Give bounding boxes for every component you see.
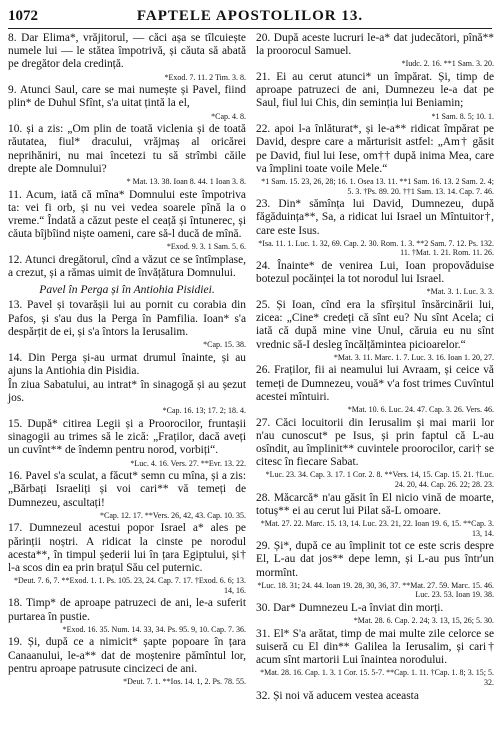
verse-text: 8. Dar Elima*, vrăjitorul, — căci așa se tîlcuiește numele lui — le stătea împotrivă, și căuta să abată pe dregător dela credință.: [8, 32, 246, 71]
section-heading: Pavel în Perga și în Antiohia Pisidiei.: [39, 283, 215, 297]
cross-reference: *Exod. 7. 11. 2 Tim. 3. 8.: [164, 72, 246, 82]
verse-text: 30. Dar* Dumnezeu L-a înviat din morți.: [256, 602, 444, 614]
verse-text: 11. Acum, iată că mîna* Domnului este împotriva ta: vei fi orb, și nu vei vedea soarele pînă la o vreme.“ Îndată a căzut peste el ceață și întunerec, și căuta bîjbîind niște oameni, care să-l ducă de mînă.: [8, 188, 246, 241]
cross-reference: *Iudc. 2. 16. **1 Sam. 3. 20.: [401, 59, 494, 69]
verse-text: 27. Căci locuitorii din Ierusalim și mai marii lor n'au cunoscut* pe Isus, și prin faptul că L-au osîndit, au împlinit** cuvintele proorocilor, cari† se citesc în fiecare Sabat.: [256, 416, 494, 469]
verse-text: 29. Și*, după ce au împlinit tot ce este scris despre El, L-au dat jos** depe lemn, și L-au pus într'un mormînt.: [256, 540, 494, 579]
verse-text: 17. Dumnezeul acestui popor Israel a* ales pe părinții noștri. A ridicat la cinste pe norodul acesta**, în timpul șederii lui în țara Egiptului, și† l-a scos din ea prin brațul Său cel puternic.: [8, 522, 246, 575]
cross-reference: *Deut. 7. 6, 7. **Exod. 1. 1. Ps. 105. 23, 24. Cap. 7. 17. †Exod. 6. 6; 13. 14, 16.: [14, 576, 246, 595]
verse-text: 16. Pavel s'a sculat, a făcut* semn cu mîna, și a zis: „Bărbați Israeliți și voi cari** vă temeți de Dumnezeu, ascultați!: [8, 470, 246, 509]
cross-reference: *1 Sam. 15. 23, 26, 28; 16. 1. Osea 13. 11. **1 Sam. 16. 13. 2 Sam. 2. 4; 5. 3. †Ps. 89. 20. ††1 Sam. 13. 14. Cap. 7. 46.: [261, 177, 494, 196]
cross-reference: *Cap. 16. 13; 17. 2; 18. 4.: [162, 406, 246, 416]
cross-reference: *Luc. 23. 34. Cap. 3. 17. 1 Cor. 2. 8. **Vers. 14, 15. Cap. 15. 21. †Luc. 24. 20, 44. Cap. 26. 22; 28. 23.: [265, 470, 494, 490]
cross-reference: *Deut. 7. 1. **Ios. 14. 1, 2. Ps. 78. 55.: [123, 677, 246, 687]
running-title: FAPTELE APOSTOLILOR 13.: [136, 8, 364, 24]
cross-reference: *Luc. 4. 16. Vers. 27. **Evr. 13. 22.: [130, 458, 246, 468]
verse-text: 23. Din* sămînța lui David, Dumnezeu, după făgăduința**, Sa, a ridicat lui Israel un Mîntuitor†, care este Isus.: [256, 198, 494, 237]
verse-text: 28. Măcarcă* n'au găsit în El nicio vină de moarte, totuș** ei au cerut lui Pilat să-L omoare.: [256, 491, 494, 517]
header-divider: [8, 28, 492, 29]
verse-text: 12. Atunci dregătorul, cînd a văzut ce se întîmplase, a crezut, și a rămas uimit de învățătura Domnului.: [8, 254, 246, 280]
verse-text: 19. Și, după ce a nimicit* șapte popoare în țara Canaanului, le-a** dat de moștenire pămîntul lor, pentru aproape patrusute cincizeci de ani.: [8, 636, 246, 675]
page-number: 1072: [8, 8, 38, 24]
cross-reference: *Luc. 18. 31; 24. 44. Ioan 19. 28, 30, 36, 37. **Mat. 27. 59. Marc. 15. 46. Luc. 23. 53. Ioan 19. 38.: [257, 580, 494, 600]
verse-text: 22. apoi l-a înlăturat*, și le-a** ridicat împărat pe David, despre care a mărturisit astfel: „Am† găsit pe David, fiul lui Iese, om†† după inima Mea, care va împlini toate voile Mele.“: [256, 123, 494, 175]
verse-text: 18. Timp* de aproape patruzeci de ani, le-a suferit purtarea în pustie.: [8, 597, 246, 623]
verse-text: 26. Fraților, fii ai neamului lui Avraam, și ceice vă temeți de Dumnezeu, vouă* v'a fost trimes Cuvîntul acestei mîntuiri.: [256, 364, 494, 403]
cross-reference: *Cap. 12. 17. **Vers. 26, 42, 43. Cap. 10. 35.: [100, 510, 246, 520]
verse-text: În ziua Sabatului, au intrat* în sinagogă și au șezut jos.: [8, 379, 246, 405]
verse-text: 14. Din Perga și-au urmat drumul înainte, și au ajuns la Antiohia din Pisidia.: [8, 351, 246, 377]
verse-text: 13. Pavel și tovarășii lui au pornit cu corabia din Pafos, și s'au dus la Perga în Pamfilia. Ioan* s'a despărțit de ei, și s'a întors la Ierusalim.: [8, 299, 246, 338]
verse-text: 24. Înainte* de venirea Lui, Ioan propovăduise botezul pocăinței la tot norodul lui Israel.: [256, 260, 494, 286]
verse-text: 20. După aceste lucruri le-a* dat judecători, pînă** la proorocul Samuel.: [256, 32, 494, 58]
cross-reference: *Cap. 15. 38.: [203, 340, 246, 350]
verse-text: 21. Ei au cerut atunci* un împărat. Și, timp de aproape patruzeci de ani, Dumnezeu le-a dat pe Saul, fiul lui Chis, din seminția lui Beniamin;: [256, 71, 494, 110]
cross-reference: *Mat. 3. 1. Luc. 3. 3.: [426, 287, 494, 297]
page-header: [8, 8, 492, 28]
cross-reference: *Exod. 9. 3. 1 Sam. 5. 6.: [166, 242, 246, 252]
cross-reference: *Mat. 27. 22. Marc. 15. 13, 14. Luc. 23. 21, 22. Ioan 19. 6, 15. **Cap. 3. 13, 14.: [260, 519, 494, 538]
cross-reference: *Mat. 10. 6. Luc. 24. 47. Cap. 3. 26. Vers. 46.: [347, 405, 494, 415]
cross-reference: *Isa. 11. 1. Luc. 1. 32, 69. Cap. 2. 30. Rom. 1. 3. **2 Sam. 7. 12. Ps. 132. 11. †Mat. 1. 21. Rom. 11. 26.: [258, 238, 494, 258]
cross-reference: * Mat. 13. 38. Ioan 8. 44. 1 Ioan 3. 8.: [126, 177, 246, 187]
verse-text: 25. Și Ioan, cînd era la sfîrșitul însărcinării lui, zicea: „Cine* credeți că sînt eu? Nu sînt Acela; ci iată că după mine vine Unul, căruia eu nu sînt vrednic să-I desleg încălțămintea picioarelor.“: [256, 299, 494, 351]
cross-reference: *Exod. 16. 35. Num. 14. 33, 34. Ps. 95. 9, 10. Cap. 7. 36.: [62, 624, 246, 634]
cross-reference: *1 Sam. 8. 5; 10. 1.: [431, 111, 494, 121]
left-column: [8, 32, 246, 689]
cross-reference: *Cap. 4. 8.: [211, 111, 246, 121]
verse-text: 31. El* S'a arătat, timp de mai multe zile celorce se suiseră cu El din** Galilea la Ierusalim, și cari† acum sînt martorii Lui înaintea norodului.: [256, 627, 494, 667]
verse-text: 10. și a zis: „Om plin de toată viclenia și de toată răutatea, fiul* dracului, vrăjmaș al oricărei neprihăniri, nu mai încetezi tu să strîmbi căile drepte ale Domnului?: [8, 123, 246, 175]
cross-reference: *Mat. 28. 16. Cap. 1. 3. 1 Cor. 15. 5-7. **Cap. 1. 11. †Cap. 1. 8; 3. 15; 5. 32.: [260, 668, 494, 687]
verse-text: 9. Atunci Saul, care se mai numește și Pavel, fiind plin* de Duhul Sfînt, s'a uitat țintă la el,: [8, 84, 246, 110]
verse-text: 32. Și noi vă aducem vestea aceasta: [256, 689, 419, 702]
verse-text: 15. După* citirea Legii și a Proorocilor, fruntașii sinagogii au trimes să le zică: „Fraților, dacă aveți un cuvînt** de îndemn pentru norod, vorbiți“.: [8, 418, 246, 457]
cross-reference: *Mat. 28. 6. Cap. 2. 24; 3. 13, 15, 26; 5. 30.: [353, 616, 494, 626]
cross-reference: *Mat. 3. 11. Marc. 1. 7. Luc. 3. 16. Ioan 1. 20, 27.: [333, 352, 494, 362]
right-column: [256, 32, 494, 704]
